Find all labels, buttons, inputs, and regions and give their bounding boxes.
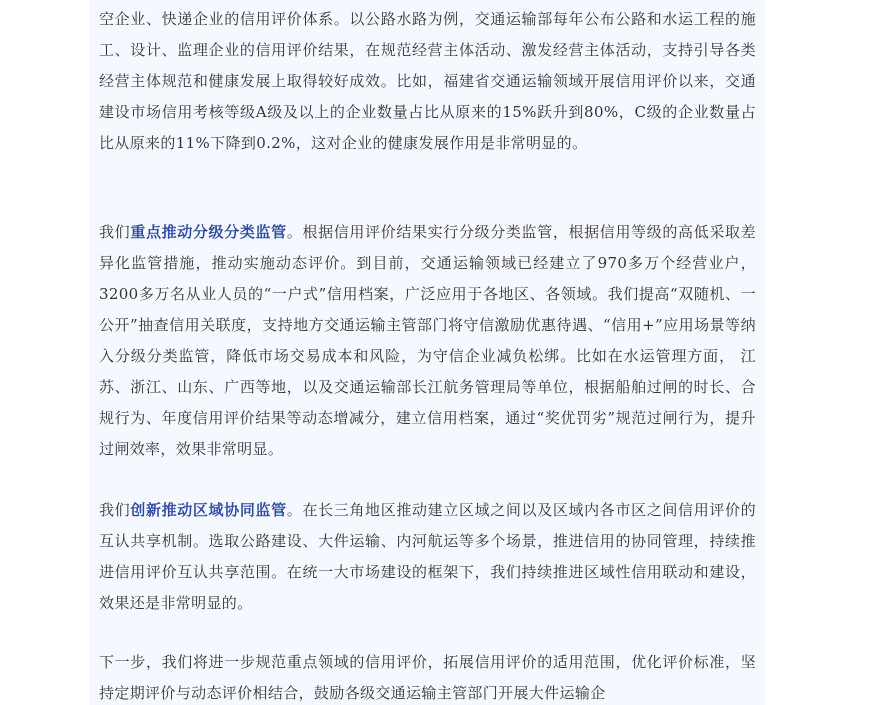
paragraph-tiered-supervision xyxy=(99,217,756,465)
paragraph-text-lead: 我们 xyxy=(99,501,131,519)
paragraph-regional-supervision xyxy=(99,495,756,619)
highlight-key-point: 创新推动区域协同监管 xyxy=(130,501,287,519)
paragraph-next-steps xyxy=(99,647,756,705)
article-body xyxy=(89,0,765,705)
paragraph-credit-evaluation-system xyxy=(99,4,756,159)
paragraph-text-rest: 。根据信用评价结果实行分级分类监管，根据信用等级的高低采取差异化监管措施，推动实施动态评价。到目前，交通运输领域已经建立了970多万个经营业户，3200多万名从业人员的“一户式”信用档案，广泛应用于各地区、各领域。我们提高“双随机、一公开”抽查信用关联度，支持地方交通运输主管部门将守信激励优惠待遇、“信用+”应用场景等纳入分级分类监管，降低市场交易成本和风险，为守信企业减负松绑。比如在水运管理方面， 江苏、浙江、山东、广西等地，以及交通运输部长江航务管理局等单位，根据船舶过闸的时长、合规行为、年度信用评价结果等动态增减分，建立信用档案，通过“奖优罚劣”规范过闸行为，提升过闸效率，效果非常明显。 xyxy=(99,223,756,458)
paragraph-text-rest: 。在长三角地区推动建立区域之间以及区域内各市区之间信用评价的互认共享机制。选取公路建设、大件运输、内河航运等多个场景，推进信用的协同管理，持续推进信用评价互认共享范围。在统一大市场建设的框架下，我们持续推进区域性信用联动和建设，效果还是非常明显的。 xyxy=(99,501,756,612)
paragraph-text-lead: 我们 xyxy=(99,223,131,241)
highlight-key-point: 重点推动分级分类监管 xyxy=(130,223,287,241)
paragraph-text: 空企业、快递企业的信用评价体系。以公路水路为例，交通运输部每年公布公路和水运工程的施工、设计、监理企业的信用评价结果，在规范经营主体活动、激发经营主体活动，支持引导各类经营主体规范和健康发展上取得较好成效。比如，福建省交通运输领域开展信用评价以来，交通建设市场信用考核等级A级及以上的企业数量占比从原来的15%跃升到80%，C级的企业数量占比从原来的11%下降到0.2%，这对企业的健康发展作用是非常明显的。 xyxy=(99,10,756,152)
paragraph-text: 下一步，我们将进一步规范重点领域的信用评价，拓展信用评价的适用范围，优化评价标准，坚持定期评价与动态评价相结合，鼓励各级交通运输主管部门开展大件运输企 xyxy=(99,653,756,702)
